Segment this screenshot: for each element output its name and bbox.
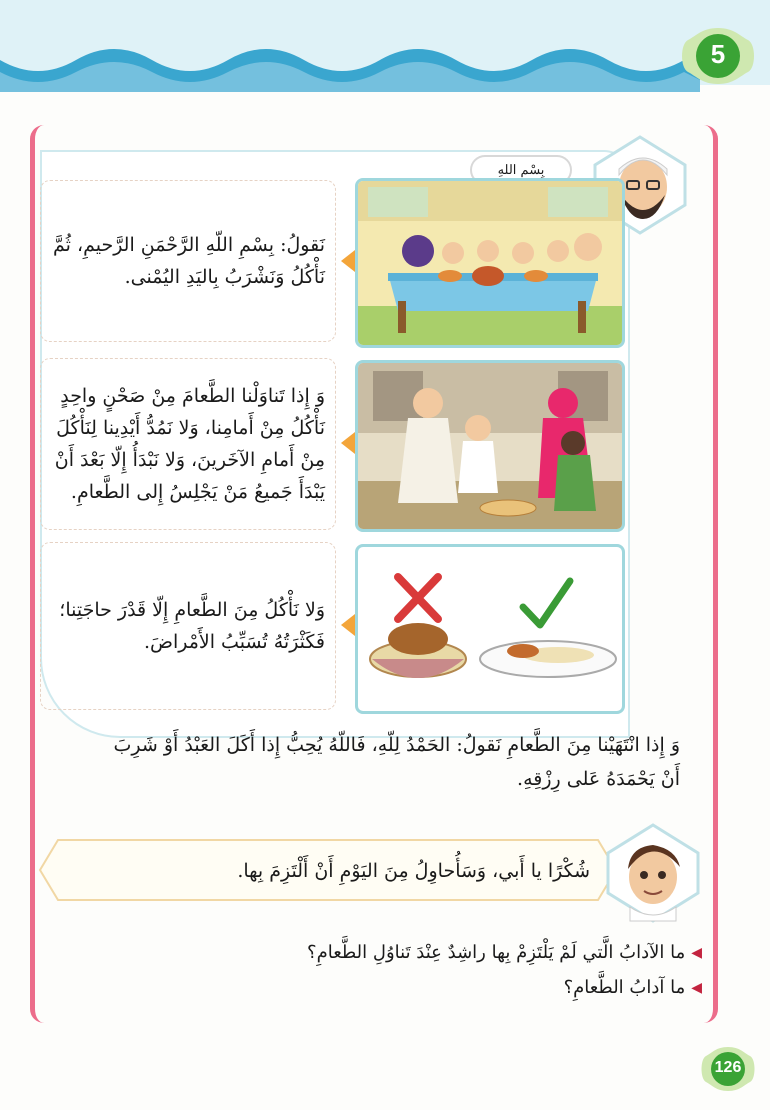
closing-text: وَ إِذا انْتَهَيْنا مِنَ الطَّعامِ نَقولُ: الحَمْدُ لِلّهِ، فَاللّهُ يُحِبُّ إِذا أَكَلَ العَبْدُ أَوْ شَرِبَ أَنْ يَحْمَدَهُ عَلى رِزْقِهِ.	[113, 734, 680, 790]
lesson-row-1-text: نَقولُ: بِسْمِ اللّهِ الرَّحْمَنِ الرَّحيمِ، ثُمَّ نَأْكُلُ وَنَشْرَبُ بِاليَدِ اليُمْنى.	[52, 234, 325, 288]
row-2-pointer	[341, 432, 355, 454]
row-1-pointer	[341, 250, 355, 272]
lesson-row-1-text-box	[40, 180, 336, 342]
lesson-number: 5	[710, 39, 726, 69]
lesson-row-2-text-box	[40, 358, 336, 530]
lesson-header-banner	[0, 0, 770, 110]
question-1-text: ما الآدابُ الَّتي لَمْ يَلْتَزِمْ بِها راشِدٌ عِنْدَ تَناوُلِ الطَّعامِ؟	[307, 942, 686, 963]
boy-avatar	[598, 823, 708, 923]
bullet-arrow-icon: ◀	[691, 979, 702, 996]
boy-speech-text: شُكْرًا يا أَبي، وَسَأُحاوِلُ مِنَ اليَوْمِ أَنْ أَلْتَزِمَ بِها.	[237, 860, 590, 882]
lesson-row-3-text-box	[40, 542, 336, 710]
illustration-portion-compare	[355, 544, 625, 714]
lesson-number-badge	[678, 26, 758, 86]
speech-bubble-text: بِسْمِ اللهِ	[497, 162, 545, 178]
illustration-shared-plate	[355, 360, 625, 532]
illustration-family-dinner	[355, 178, 625, 348]
page-number: 126	[714, 1059, 742, 1076]
row-3-pointer	[341, 614, 355, 636]
lesson-row-2-text: وَ إِذا تَناوَلْنا الطَّعامَ مِنْ صَحْنٍ واحِدٍ نَأْكُلُ مِنْ أَمامِنا، وَلا نَمُدُّ أَيْدِينا لِنَأْكُلَ مِنْ أَمامِ الآخَرينَ، وَلا نَبْدَأُ إِلّا بَعْدَ أَنْ يَبْدَأَ جَميعُ مَنْ يَجْلِسُ إِلى الطَّعامِ.	[54, 385, 325, 503]
lesson-row-3-text: وَلا نَأْكُلُ مِنَ الطَّعامِ إِلّا قَدْرَ حاجَتِنا؛ فَكَثْرَتُهُ تُسَبِّبُ الأَمْراضَ.	[59, 599, 325, 653]
question-2-text: ما آدابُ الطَّعامِ؟	[563, 977, 686, 998]
question-2	[180, 977, 702, 998]
bullet-arrow-icon: ◀	[691, 944, 702, 961]
check-icon	[523, 581, 570, 625]
question-1	[180, 942, 702, 963]
cross-icon	[398, 577, 438, 619]
page-number-badge	[700, 1046, 756, 1092]
